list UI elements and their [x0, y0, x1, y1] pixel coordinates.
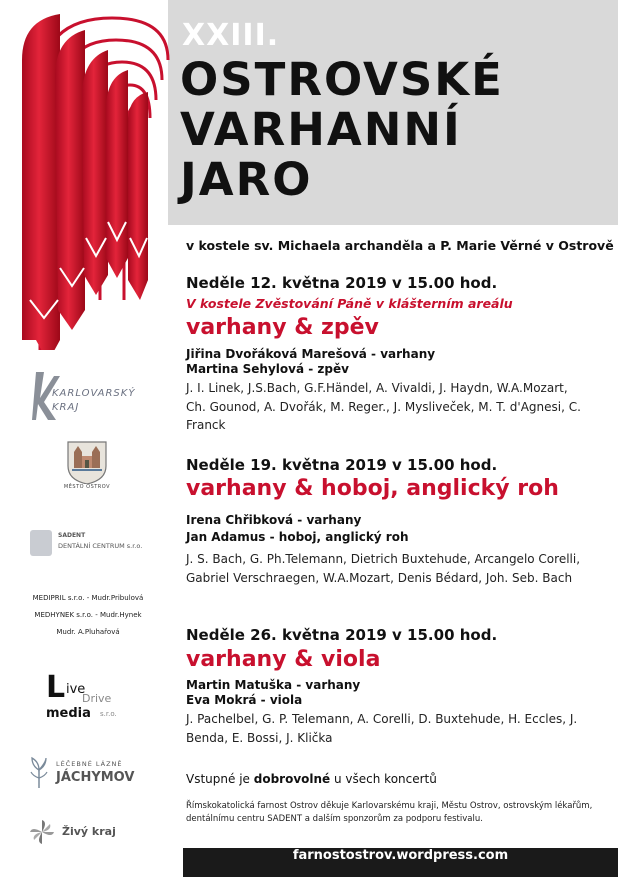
concert-3-performer-2: Eva Mokrá - viola — [186, 693, 303, 707]
concert-1-date: Neděle 12. května 2019 v 15.00 hod. — [186, 274, 498, 292]
title-line-3: JARO — [180, 153, 313, 206]
concert-2-program: J. S. Bach, G. Ph.Telemann, Dietrich Buxtehude, Arcangelo Corelli, Gabriel Verschraegen, W.A.Mozart, Denis Bédard, Joh. Seb. Bach — [186, 552, 581, 585]
edition-number: XXIII. — [182, 18, 280, 53]
entry-note — [186, 772, 437, 786]
livedrive-ive: ive — [66, 682, 86, 697]
entry-bold: dobrovolné — [253, 772, 331, 786]
footer-bar — [183, 848, 618, 877]
karlovarsky-line2: KRAJ — [52, 402, 80, 413]
lazne-jachymov-logo — [18, 756, 158, 794]
concert-2-title: varhany & hoboj, anglický roh — [186, 476, 559, 501]
concert-3-program: J. Pachelbel, G. P. Telemann, A. Corelli, D. Buxtehude, H. Eccles, J. Benda, E. Bossi, J. Klička — [186, 712, 578, 745]
livedrive-sro: s.r.o. — [100, 710, 117, 718]
doctor-1: MEDIPRIL s.r.o. - Mudr.Pribulová — [32, 594, 144, 602]
lazne-line1: LÉČEBNÉ LÁZNĚ — [56, 760, 123, 768]
zivy-label: Živý kraj — [62, 825, 116, 838]
concert-2-performer-1: Irena Chřibková - varhany — [186, 513, 362, 527]
concert-3-date: Neděle 26. května 2019 v 15.00 hod. — [186, 626, 498, 644]
town-crest-icon — [62, 440, 112, 484]
concert-2-date: Neděle 19. května 2019 v 15.00 hod. — [186, 456, 498, 474]
concert-1-program: J. I. Linek, J.S.Bach, G.F.Händel, A. Vivaldi, J. Haydn, W.A.Mozart, Ch. Gounod, A. Dvořák, M. Reger., J. Mysliveček, M. T. d'Agnesi, C. Franck — [186, 381, 581, 432]
doctor-2: MEDHYNEK s.r.o. - Mudr.Hynek — [34, 611, 142, 619]
concert-1-title: varhany & zpěv — [186, 315, 379, 340]
lazne-line2: JÁCHYMOV — [56, 770, 135, 785]
livedrive-media: media — [46, 706, 91, 721]
zivy-kraj-logo — [18, 818, 158, 848]
concert-1-performer-1: Jiřina Dvořáková Marešová - varhany — [186, 347, 436, 361]
thanks-note: Římskokatolická farnost Ostrov děkuje Karlovarskému kraji, Městu Ostrov, ostrovským lékařům, dentálnímu centru SADENT a dalším sponzorům za podporu festivalu. — [186, 801, 593, 824]
doctor-3: Mudr. A.Pluhařová — [56, 628, 120, 636]
lazne-flower-icon — [28, 756, 50, 790]
venue-subtitle: v kostele sv. Michaela archanděla a P. Marie Věrné v Ostrově — [186, 238, 614, 253]
sadent-logo — [18, 528, 158, 560]
livedrive-l: L — [46, 670, 66, 705]
concert-2-performer-2: Jan Adamus - hoboj, anglický roh — [186, 530, 409, 544]
organ-pipes-logo — [0, 0, 172, 350]
mesto-ostrov-logo — [18, 440, 158, 492]
sadent-tooth-icon — [30, 530, 52, 556]
karlovarsky-kraj-logo — [18, 368, 158, 424]
sadent-line2: DENTÁLNÍ CENTRUM s.r.o. — [58, 542, 143, 550]
concert-1-performer-2: Martina Sehylová - zpěv — [186, 362, 349, 376]
karlovarsky-line1: KARLOVARSKÝ — [52, 388, 136, 399]
entry-suffix: u všech koncertů — [330, 772, 437, 786]
concert-1-venue: V kostele Zvěstování Páně v klášterním areálu — [186, 296, 513, 311]
entry-prefix: Vstupné je — [186, 772, 254, 786]
website-link[interactable]: farnostostrov.wordpress.com — [292, 848, 509, 863]
livedrive-logo — [18, 672, 158, 722]
sadent-line1: SADENT — [58, 532, 86, 539]
concert-3-performer-1: Martin Matuška - varhany — [186, 678, 361, 692]
mesto-label: MĚSTO OSTROV — [63, 484, 111, 490]
livedrive-drive: Drive — [82, 692, 112, 705]
zivy-kraj-pinwheel-icon — [28, 818, 56, 846]
doctors-list — [18, 590, 158, 641]
title-line-1: OSTROVSKÉ — [180, 53, 504, 106]
concert-3-title: varhany & viola — [186, 647, 381, 672]
title-line-2: VARHANNÍ — [180, 103, 462, 156]
